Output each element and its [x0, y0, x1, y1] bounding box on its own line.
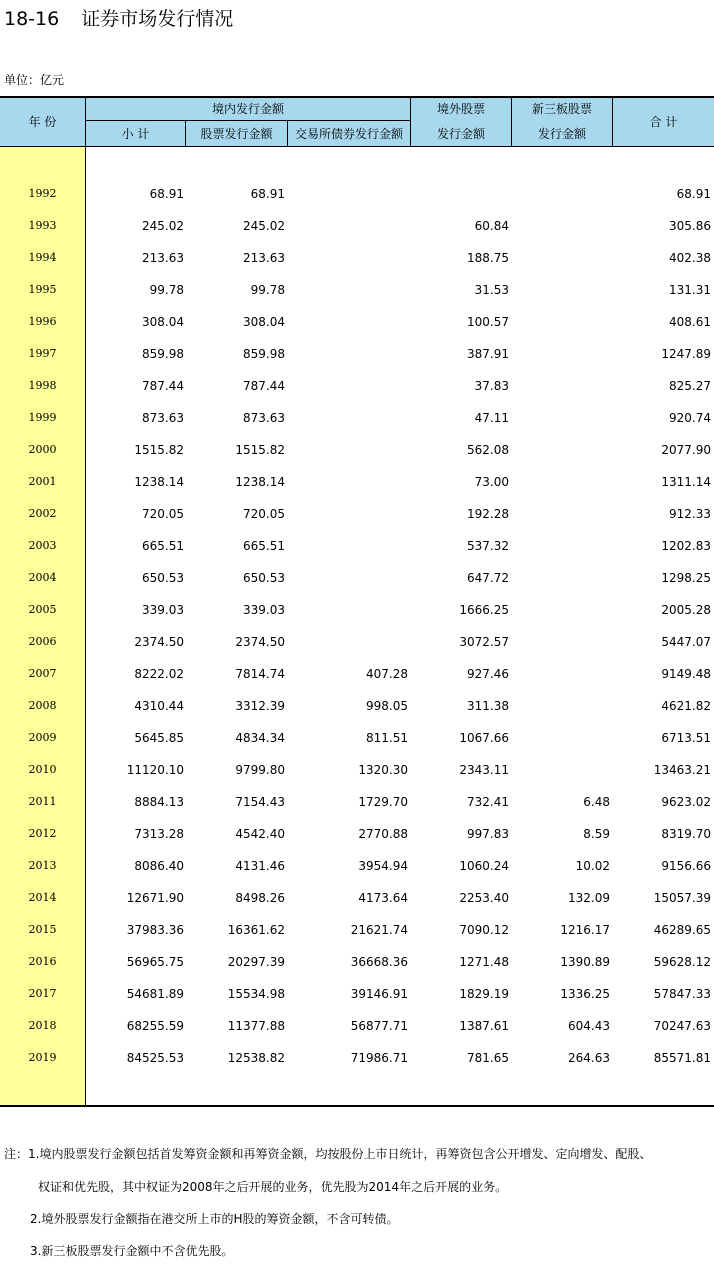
overseas-cell: 997.83: [467, 827, 509, 841]
total-cell: 8319.70: [661, 827, 711, 841]
overseas-cell: 562.08: [467, 443, 509, 457]
subtotal-cell: 8222.02: [134, 667, 184, 681]
header-total: 合 计: [649, 114, 678, 129]
header-stock-issue: 股票发行金额: [200, 127, 273, 141]
header-subrule: [86, 120, 410, 121]
subtotal-cell: 650.53: [142, 571, 184, 585]
stock-issue-cell: 9799.80: [235, 763, 285, 777]
year-cell: 2009: [28, 731, 57, 744]
total-cell: 5447.07: [661, 635, 711, 649]
overseas-cell: 387.91: [467, 347, 509, 361]
bottom-rule: [0, 1105, 714, 1107]
table-row: [0, 722, 714, 754]
neeq-cell: 1390.89: [560, 955, 610, 969]
neeq-cell: [512, 306, 610, 338]
total-cell: 9623.02: [661, 795, 711, 809]
table-row: [0, 754, 714, 786]
table-row: [0, 562, 714, 594]
header-neeq-line1: 新三板股票: [531, 101, 592, 116]
subtotal-cell: 1515.82: [134, 443, 184, 457]
neeq-cell: [512, 338, 610, 370]
table-row: [0, 594, 714, 626]
total-cell: 825.27: [669, 379, 711, 393]
overseas-cell: 47.11: [474, 411, 509, 425]
table-row: [0, 946, 714, 978]
neeq-cell: [512, 754, 610, 786]
year-cell: 2008: [28, 699, 57, 712]
overseas-cell: [411, 178, 509, 210]
subtotal-cell: 2374.50: [134, 635, 184, 649]
year-cell: 2011: [28, 795, 57, 808]
total-cell: 4621.82: [661, 699, 711, 713]
overseas-cell: 60.84: [474, 219, 509, 233]
bond-issue-cell: 2770.88: [358, 827, 408, 841]
footnote-1: 注：1.境内股票发行金额包括首发筹资金额和再筹资金额，均按股份上市日统计，再筹资包含公开增发、定向增发、配股、: [4, 1147, 652, 1161]
bond-issue-cell: 21621.74: [350, 923, 408, 937]
year-cell: 2016: [28, 955, 57, 968]
bond-issue-cell: [288, 210, 408, 242]
subtotal-cell: 56965.75: [126, 955, 184, 969]
year-cell: 1998: [28, 379, 57, 392]
total-cell: 15057.39: [653, 891, 711, 905]
total-cell: 59628.12: [653, 955, 711, 969]
stock-issue-cell: 213.63: [243, 251, 285, 265]
year-cell: 2007: [28, 667, 57, 680]
subtotal-cell: 8884.13: [134, 795, 184, 809]
stock-issue-cell: 4542.40: [235, 827, 285, 841]
stock-issue-cell: 1515.82: [235, 443, 285, 457]
bond-issue-cell: 56877.71: [350, 1019, 408, 1033]
table-row: [0, 1010, 714, 1042]
overseas-cell: 31.53: [474, 283, 509, 297]
subtotal-cell: 873.63: [142, 411, 184, 425]
header-bottom-rule: [0, 146, 714, 147]
subtotal-cell: 7313.28: [134, 827, 184, 841]
overseas-cell: 100.57: [467, 315, 509, 329]
table-row: [0, 978, 714, 1010]
neeq-cell: 1216.17: [560, 923, 610, 937]
neeq-cell: [512, 242, 610, 274]
bond-issue-cell: [288, 370, 408, 402]
table-row: [0, 210, 714, 242]
year-cell: 2001: [28, 475, 57, 488]
total-cell: 1202.83: [661, 539, 711, 553]
neeq-cell: [512, 274, 610, 306]
total-cell: 920.74: [669, 411, 711, 425]
stock-issue-cell: 650.53: [243, 571, 285, 585]
overseas-cell: 1271.48: [459, 955, 509, 969]
year-cell: 2019: [28, 1051, 57, 1064]
year-cell: 2002: [28, 507, 57, 520]
table-row: [0, 178, 714, 210]
table-row: [0, 466, 714, 498]
overseas-cell: 1829.19: [459, 987, 509, 1001]
total-cell: 68.91: [676, 187, 711, 201]
stock-issue-cell: 15534.98: [227, 987, 285, 1001]
table-row: [0, 242, 714, 274]
table-row: [0, 498, 714, 530]
bond-issue-cell: 4173.64: [358, 891, 408, 905]
bond-issue-cell: [288, 498, 408, 530]
header-divider: [287, 121, 288, 146]
stock-issue-cell: 720.05: [243, 507, 285, 521]
neeq-cell: 8.59: [583, 827, 610, 841]
table-title: 证券市场发行情况: [81, 8, 234, 30]
header-divider: [185, 121, 186, 146]
subtotal-cell: 8086.40: [134, 859, 184, 873]
year-cell: 1994: [28, 251, 57, 264]
stock-issue-cell: 7814.74: [235, 667, 285, 681]
year-cell: 1995: [28, 283, 57, 296]
overseas-cell: 927.46: [467, 667, 509, 681]
table-row: [0, 1042, 714, 1074]
neeq-cell: [512, 466, 610, 498]
bond-issue-cell: 407.28: [366, 667, 408, 681]
footnote-1-continued: 权证和优先股，其中权证为2008年之后开展的业务，优先股为2014年之后开展的业务。: [38, 1180, 508, 1194]
total-cell: 46289.65: [653, 923, 711, 937]
neeq-cell: [512, 210, 610, 242]
table-row: [0, 914, 714, 946]
table-row: [0, 274, 714, 306]
bond-issue-cell: [288, 274, 408, 306]
stock-issue-cell: 339.03: [243, 603, 285, 617]
subtotal-cell: 213.63: [142, 251, 184, 265]
bond-issue-cell: 1729.70: [358, 795, 408, 809]
subtotal-cell: 859.98: [142, 347, 184, 361]
table-row: [0, 850, 714, 882]
neeq-cell: [512, 498, 610, 530]
year-cell: 2005: [28, 603, 57, 616]
total-cell: 13463.21: [653, 763, 711, 777]
bond-issue-cell: [288, 402, 408, 434]
total-cell: 6713.51: [661, 731, 711, 745]
overseas-cell: 2253.40: [459, 891, 509, 905]
year-cell: 2018: [28, 1019, 57, 1032]
subtotal-cell: 11120.10: [126, 763, 184, 777]
subtotal-cell: 720.05: [142, 507, 184, 521]
neeq-cell: [512, 594, 610, 626]
stock-issue-cell: 2374.50: [235, 635, 285, 649]
stock-issue-cell: 787.44: [243, 379, 285, 393]
stock-issue-cell: 20297.39: [227, 955, 285, 969]
year-cell: 2015: [28, 923, 57, 936]
neeq-cell: 132.09: [568, 891, 610, 905]
overseas-cell: 1387.61: [459, 1019, 509, 1033]
total-cell: 1311.14: [661, 475, 711, 489]
total-cell: 9156.66: [661, 859, 711, 873]
neeq-cell: 604.43: [568, 1019, 610, 1033]
total-cell: 57847.33: [653, 987, 711, 1001]
table-row: [0, 434, 714, 466]
unit-label: 单位：亿元: [4, 73, 65, 87]
bond-issue-cell: [288, 594, 408, 626]
subtotal-cell: 5645.85: [134, 731, 184, 745]
table-row: [0, 658, 714, 690]
neeq-cell: [512, 626, 610, 658]
stock-issue-cell: 16361.62: [227, 923, 285, 937]
stock-issue-cell: 1238.14: [235, 475, 285, 489]
overseas-cell: 537.32: [467, 539, 509, 553]
year-cell: 1993: [28, 219, 57, 232]
year-cell: 2010: [28, 763, 57, 776]
total-cell: 131.31: [669, 283, 711, 297]
stock-issue-cell: 99.78: [250, 283, 285, 297]
year-cell: 2003: [28, 539, 57, 552]
total-cell: 305.86: [669, 219, 711, 233]
stock-issue-cell: 68.91: [250, 187, 285, 201]
table-row: [0, 370, 714, 402]
overseas-cell: 192.28: [467, 507, 509, 521]
neeq-cell: [512, 530, 610, 562]
overseas-cell: 73.00: [474, 475, 509, 489]
year-cell: 2017: [28, 987, 57, 1000]
stock-issue-cell: 12538.82: [227, 1051, 285, 1065]
neeq-cell: [512, 562, 610, 594]
total-cell: 85571.81: [653, 1051, 711, 1065]
bond-issue-cell: 3954.94: [358, 859, 408, 873]
year-cell: 2013: [28, 859, 57, 872]
header-bond-issue: 交易所债券发行金额: [294, 127, 403, 141]
bond-issue-cell: 36668.36: [350, 955, 408, 969]
stock-issue-cell: 308.04: [243, 315, 285, 329]
year-cell: 2014: [28, 891, 57, 904]
bond-issue-cell: [288, 466, 408, 498]
table-number: 18-16: [4, 8, 60, 30]
bond-issue-cell: [288, 338, 408, 370]
year-cell: 1996: [28, 315, 57, 328]
neeq-cell: [512, 690, 610, 722]
stock-issue-cell: 665.51: [243, 539, 285, 553]
neeq-cell: [512, 658, 610, 690]
header-divider: [410, 96, 411, 146]
table-row: [0, 306, 714, 338]
year-cell: 1999: [28, 411, 57, 424]
stock-issue-cell: 859.98: [243, 347, 285, 361]
total-cell: 1298.25: [661, 571, 711, 585]
neeq-cell: 264.63: [568, 1051, 610, 1065]
total-cell: 1247.89: [661, 347, 711, 361]
subtotal-cell: 4310.44: [134, 699, 184, 713]
bond-issue-cell: 998.05: [366, 699, 408, 713]
overseas-cell: 781.65: [467, 1051, 509, 1065]
bond-issue-cell: [288, 530, 408, 562]
year-cell: 1997: [28, 347, 57, 360]
table-row: [0, 402, 714, 434]
stock-issue-cell: 8498.26: [235, 891, 285, 905]
neeq-cell: [512, 402, 610, 434]
stock-issue-cell: 245.02: [243, 219, 285, 233]
overseas-cell: 2343.11: [459, 763, 509, 777]
bond-issue-cell: 1320.30: [358, 763, 408, 777]
bond-issue-cell: [288, 434, 408, 466]
overseas-cell: 647.72: [467, 571, 509, 585]
neeq-cell: [512, 434, 610, 466]
bond-issue-cell: 71986.71: [350, 1051, 408, 1065]
bond-issue-cell: 39146.91: [350, 987, 408, 1001]
stock-issue-cell: 873.63: [243, 411, 285, 425]
subtotal-cell: 68255.59: [126, 1019, 184, 1033]
total-cell: 70247.63: [653, 1019, 711, 1033]
stock-issue-cell: 4834.34: [235, 731, 285, 745]
table-row: [0, 818, 714, 850]
neeq-cell: [512, 178, 610, 210]
header-domestic-group: 境内发行金额: [211, 101, 284, 116]
footnote-2: 2.境外股票发行金额指在港交所上市的H股的筹资金额，不含可转债。: [30, 1212, 399, 1226]
total-cell: 912.33: [669, 507, 711, 521]
stock-issue-cell: 11377.88: [227, 1019, 285, 1033]
footnote-3: 3.新三板股票发行金额中不含优先股。: [30, 1244, 234, 1258]
stock-issue-cell: 7154.43: [235, 795, 285, 809]
table-row: [0, 626, 714, 658]
issuance-table: [0, 96, 714, 1107]
bond-issue-cell: [288, 242, 408, 274]
year-cell: 2000: [28, 443, 57, 456]
header-divider: [612, 96, 613, 146]
total-cell: 402.38: [669, 251, 711, 265]
overseas-cell: 1067.66: [459, 731, 509, 745]
overseas-cell: 732.41: [467, 795, 509, 809]
header-overseas-line2: 发行金额: [436, 127, 485, 141]
overseas-cell: 311.38: [467, 699, 509, 713]
subtotal-cell: 1238.14: [134, 475, 184, 489]
subtotal-cell: 37983.36: [126, 923, 184, 937]
neeq-cell: 6.48: [583, 795, 610, 809]
subtotal-cell: 12671.90: [126, 891, 184, 905]
subtotal-cell: 68.91: [149, 187, 184, 201]
overseas-cell: 1060.24: [459, 859, 509, 873]
subtotal-cell: 665.51: [142, 539, 184, 553]
stock-issue-cell: 3312.39: [235, 699, 285, 713]
bond-issue-cell: [288, 178, 408, 210]
neeq-cell: [512, 370, 610, 402]
table-row: [0, 882, 714, 914]
table-row: [0, 786, 714, 818]
year-cell: 2012: [28, 827, 57, 840]
header-neeq-line2: 发行金额: [537, 127, 586, 141]
overseas-cell: 188.75: [467, 251, 509, 265]
total-cell: 9149.48: [661, 667, 711, 681]
top-rule: [0, 96, 714, 98]
year-cell: 2006: [28, 635, 57, 648]
header-subtotal: 小 计: [121, 127, 150, 141]
total-cell: 2077.90: [661, 443, 711, 457]
table-row: [0, 690, 714, 722]
overseas-cell: 7090.12: [459, 923, 509, 937]
subtotal-cell: 84525.53: [126, 1051, 184, 1065]
overseas-cell: 3072.57: [459, 635, 509, 649]
bond-issue-cell: 811.51: [366, 731, 408, 745]
table-row: [0, 530, 714, 562]
header-overseas-line1: 境外股票: [436, 101, 485, 116]
overseas-cell: 37.83: [474, 379, 509, 393]
bond-issue-cell: [288, 626, 408, 658]
neeq-cell: 10.02: [575, 859, 610, 873]
overseas-cell: 1666.25: [459, 603, 509, 617]
bond-issue-cell: [288, 562, 408, 594]
subtotal-cell: 787.44: [142, 379, 184, 393]
stock-issue-cell: 4131.46: [235, 859, 285, 873]
total-cell: 408.61: [669, 315, 711, 329]
year-cell: 2004: [28, 571, 57, 584]
total-cell: 2005.28: [661, 603, 711, 617]
bond-issue-cell: [288, 306, 408, 338]
table-row: [0, 338, 714, 370]
neeq-cell: 1336.25: [560, 987, 610, 1001]
subtotal-cell: 339.03: [142, 603, 184, 617]
neeq-cell: [512, 722, 610, 754]
header-divider: [511, 96, 512, 146]
subtotal-cell: 54681.89: [126, 987, 184, 1001]
subtotal-cell: 308.04: [142, 315, 184, 329]
subtotal-cell: 99.78: [149, 283, 184, 297]
header-year: 年 份: [28, 114, 57, 129]
page-title: [4, 5, 233, 33]
year-cell: 1992: [28, 187, 57, 200]
subtotal-cell: 245.02: [142, 219, 184, 233]
